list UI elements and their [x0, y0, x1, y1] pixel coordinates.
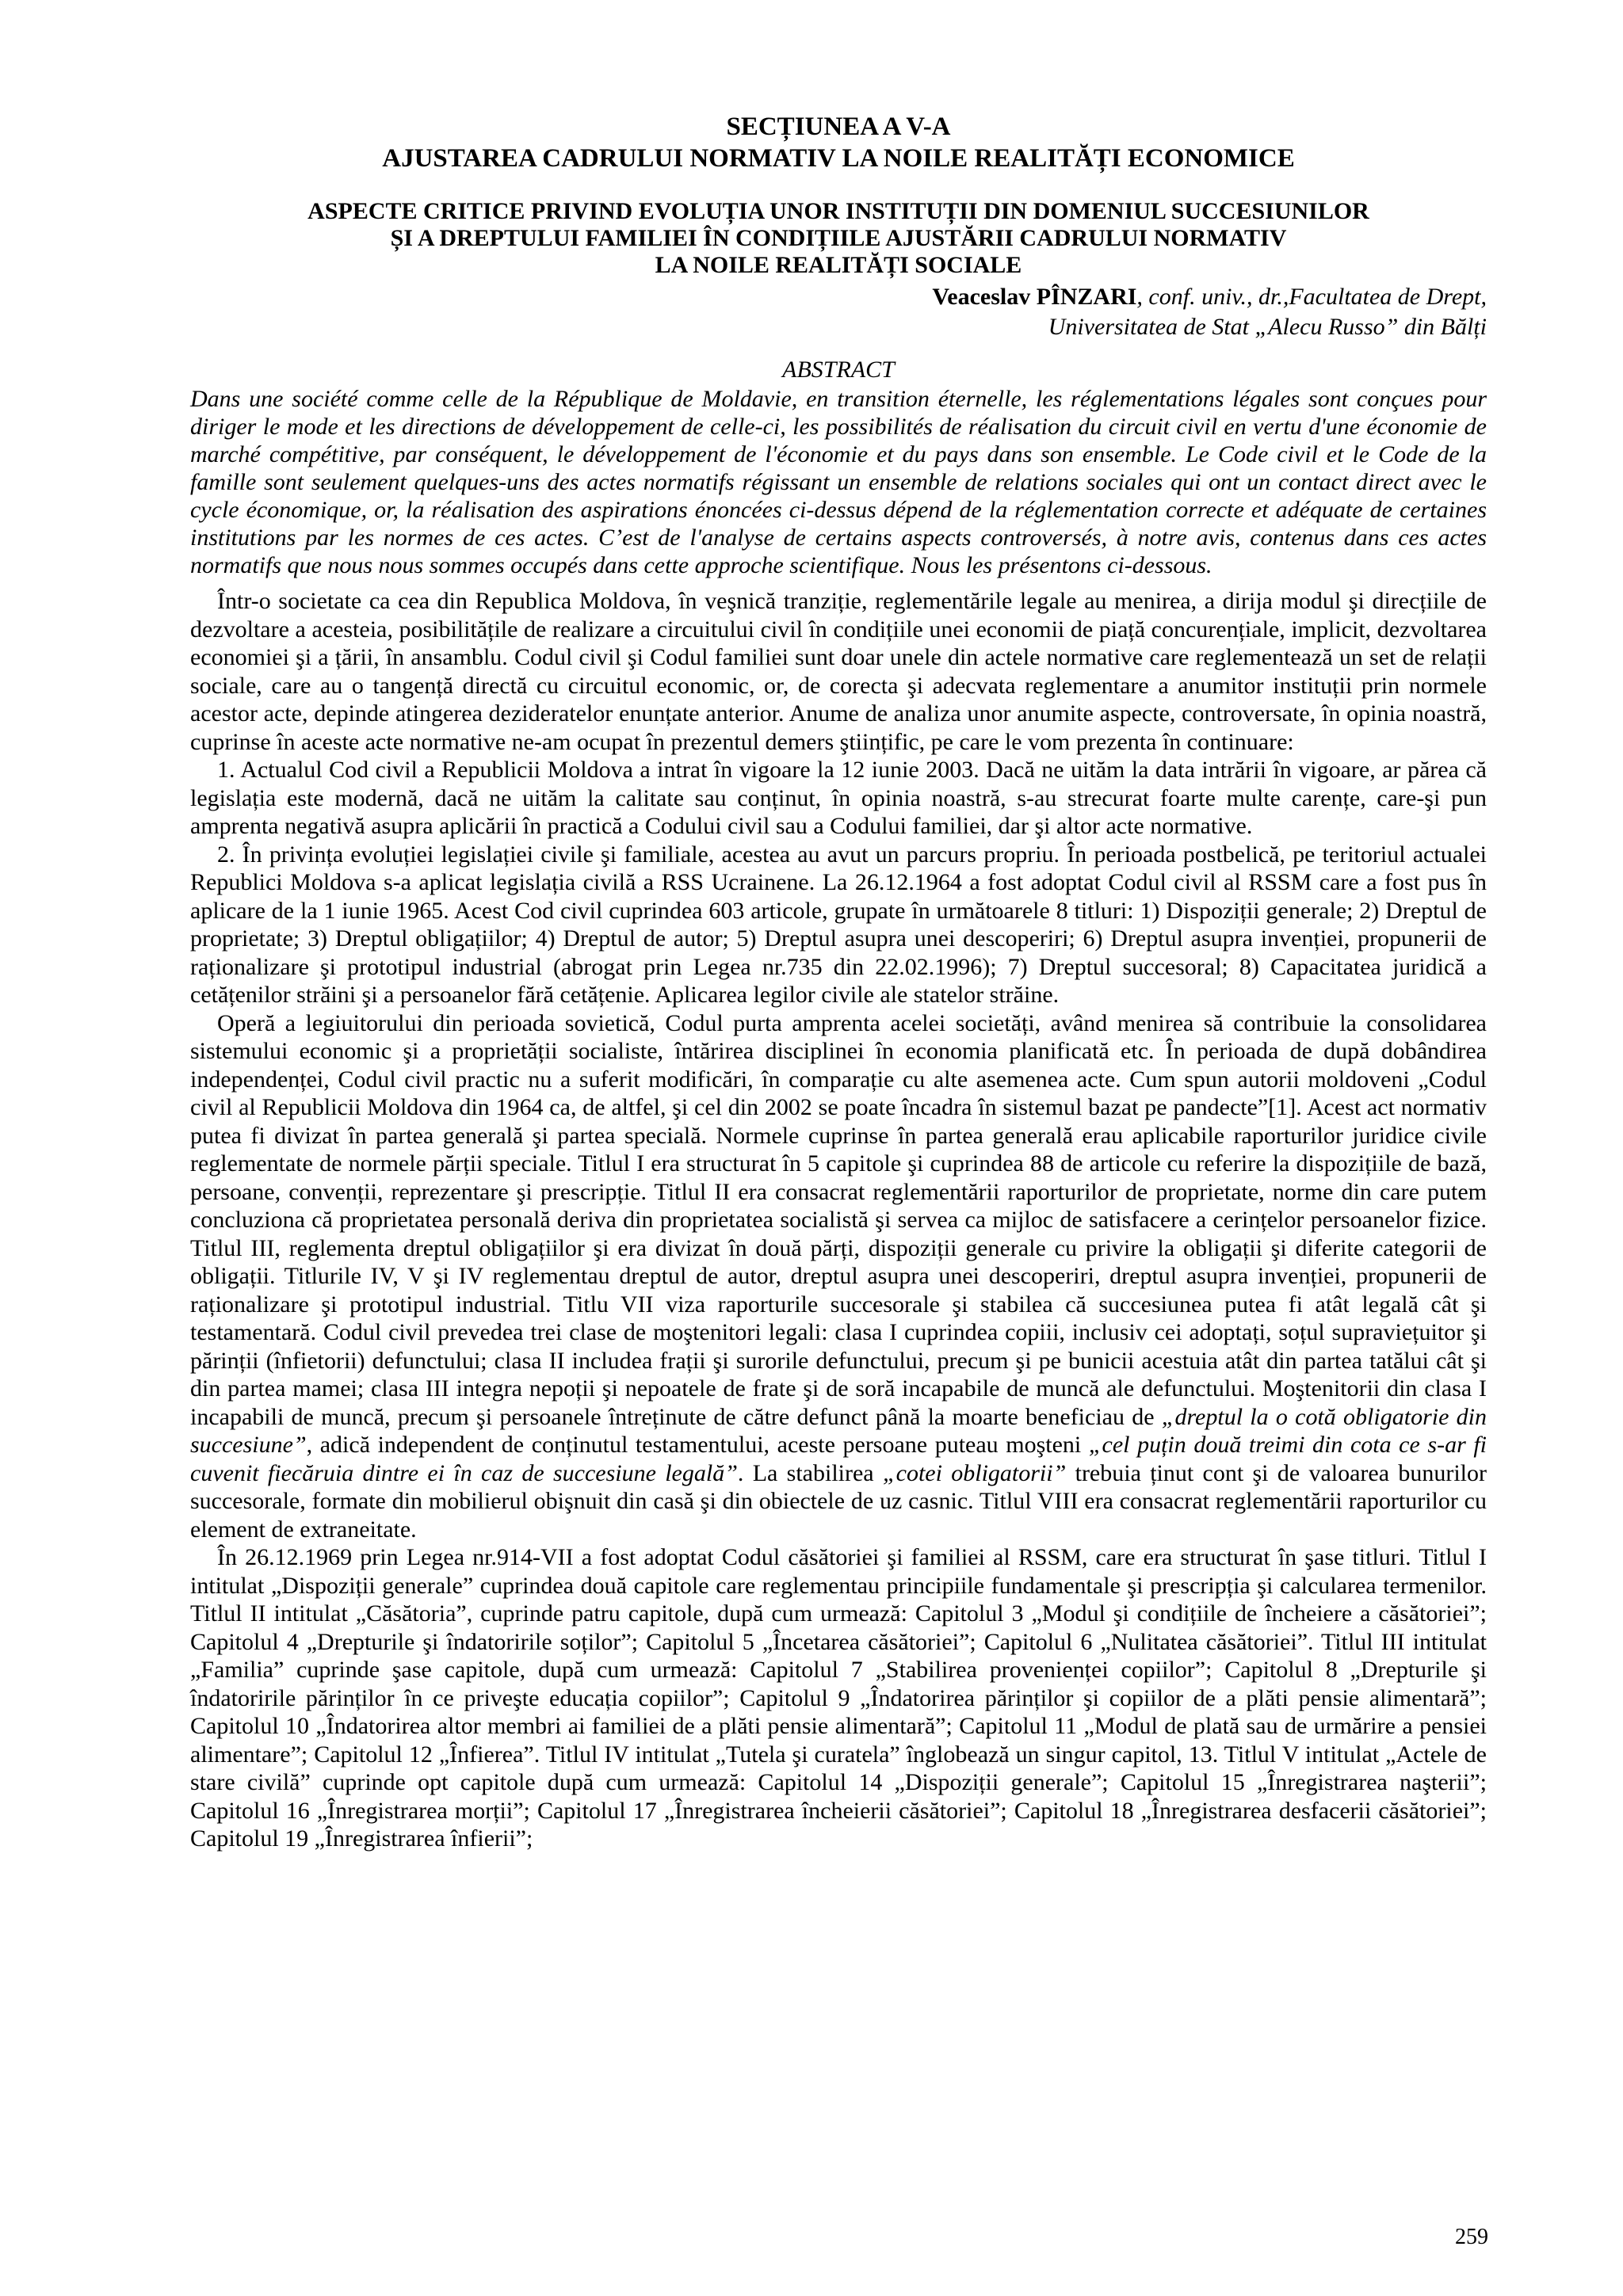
body-paragraph: Operă a legiuitorului din perioada sovietică, Codul purta amprenta acelei societăți, având menirea să contribuie la consolidarea sistemului economic şi a proprietății socialiste, întărirea disciplinei în economia planificată etc. În perioada de după dobândirea independenței, Codul civil practic nu a suferit modificări, în comparație cu alte asemenea acte. Cum spun autorii moldoveni „Codul civil al Republicii Moldova din 1964 ca, de altfel, şi cel din 2002 se poate încadra în sistemul bazat pe pandecte”[1]. Acest act normativ putea fi divizat în partea generală şi partea specială. Normele cuprinse în partea generală erau aplicabile raporturilor juridice civile reglementate de normele părții speciale. Titlul I era structurat în 5 capitole şi cuprindea 88 de articole cu referire la dispozițiile de bază, persoane, convenții, reprezentare şi prescripție. Titlul II era consacrat reglementării raporturilor de proprietate, norme din care putem concluziona că proprietatea personală deriva din proprietatea socialistă şi servea ca mijloc de satisfacere a cerințelor persoanelor fizice. Titlul III, reglementa dreptul obligațiilor şi era divizat în două părți, dispoziții generale cu privire la obligații şi diferite categorii de obligații. Titlurile IV, V şi IV reglementau dreptul de autor, dreptul asupra unei descoperiri, dreptul asupra invenției, propunerii de raționalizare şi prototipul industrial. Titlu VII viza raporturile succesorale şi stabilea că succesiunea putea fi atât legală cât şi testamentară. Codul civil prevedea trei clase de moştenitori legali: clasa I cuprindea copiii, inclusiv cei adoptați, soțul supraviețuitor şi părinții (înfietorii) defunctului; clasa II includea frații şi surorile defunctului, precum şi pe bunicii acestuia atât din partea tatălui cât şi din partea mamei; clasa III integra nepoții şi nepoatele de frate şi de soră incapabile de muncă ale defunctului. Moştenitorii din clasa I incapabili de muncă, precum şi persoanele întreținute de către defunct până la moarte beneficiau de „dreptul la o cotă obligatorie din succesiune”, adică independent de conținutul testamentului, aceste persoane puteau moşteni „cel puțin două treimi din cota ce s-ar fi cuvenit fiecăruia dintre ei în caz de succesiune legală”. La stabilirea „cotei obligatorii” trebuia ținut cont şi de valoarea bunurilor succesorale, formate din mobilierul obişnuit din casă şi din obiectele de uz casnic. Titlul VIII era consacrat reglementării raporturilor cu element de extraneitate.	[190, 1009, 1487, 1543]
abstract-heading: ABSTRACT	[782, 357, 895, 383]
section-title: AJUSTAREA CADRULUI NORMATIV LA NOILE REALITĂȚI ECONOMICE	[382, 144, 1295, 173]
page-number: 259	[1455, 2225, 1488, 2249]
body-paragraph: Într-o societate ca cea din Republica Moldova, în veşnică tranziție, reglementările legale au menirea, a dirija modul şi direcțiile de dezvoltare a acesteia, posibilitățile de realizare a circuitului civil în condițiile unei economii de piață concurențiale, implicit, dezvoltarea economiei şi a țării, în ansamblu. Codul civil şi Codul familiei sunt doar unele din actele normative care reglementează un set de relații sociale, care au o tangență directă cu circuitul economic, or, de corecta şi adecvata reglementare a anumitor instituții prin normele acestor acte, depinde atingerea dezideratelor enunțate anterior. Anume de analiza unor anumite aspecte, controversate, în opinia noastră, cuprinse în aceste acte normative ne-am ocupat în prezentul demers ştiințific, pe care le vom prezenta în continuare:	[190, 588, 1487, 755]
body-paragraph: În 26.12.1969 prin Legea nr.914-VII a fost adoptat Codul căsătoriei şi familiei al RSSM, care era structurat în şase titluri. Titlul I intitulat „Dispoziții generale” cuprindea două capitole care reglementau principiile fundamentale şi prescripția şi calcularea termenilor. Titlul II intitulat „Căsătoria”, cuprinde patru capitole, după cum urmează: Capitolul 3 „Modul şi condițiile de încheiere a căsătoriei”; Capitolul 4 „Drepturile şi îndatoririle soților”; Capitolul 5 „Încetarea căsătoriei”; Capitolul 6 „Nulitatea căsătoriei”. Titlul III intitulat „Familia” cuprinde şase capitole, după cum urmează: Capitolul 7 „Stabilirea provenienței copiilor”; Capitolul 8 „Drepturile şi îndatoririle părinților în ce priveşte educația copiilor”; Capitolul 9 „Îndatorirea părinților şi copiilor de a plăti pensie alimentară”; Capitolul 10 „Îndatorirea altor membri ai familiei de a plăti pensie alimentară”; Capitolul 11 „Modul de plată sau de urmărire a pensiei alimentare”; Capitolul 12 „Înfierea”. Titlul IV intitulat „Tutela şi curatela” înglobează un singur capitol, 13. Titlul V intitulat „Actele de stare civilă” cuprinde opt capitole după cum urmează: Capitolul 14 „Dispoziții generale”; Capitolul 15 „Înregistrarea naşterii”; Capitolul 16 „Înregistrarea morții”; Capitolul 17 „Înregistrarea încheierii căsătoriei”; Capitolul 18 „Înregistrarea desfacerii căsătoriei”; Capitolul 19 „Înregistrarea înfierii”;	[190, 1544, 1487, 1852]
quoted-phrase: „dreptul la o cotă obligatorie din succesiune”	[190, 1403, 1487, 1458]
abstract-text: Dans une société comme celle de la République de Moldavie, en transition éternelle, les réglementations légales sont conçues pour diriger le mode et les directions de développement de celle-ci, les possibilités de réalisation du circuit civil en vertu d'une économie de marché compétitive, par conséquent, le développement de l'économie et du pays dans son ensemble. Le Code civil et le Code de la famille sont seulement quelques-uns des actes normatifs régissant un ensemble de relations sociales qui ont un contact direct avec le cycle économique, or, la réalisation des aspirations énoncées ci-dessus dépend de la réglementation correcte et adéquate de certaines institutions par les normes de ces actes. C’est de l'analyse de certains aspects controversés, à notre avis, contenus dans ces actes normatifs que nous nous sommes occupés dans cette approche scientifique. Nous les présentons ci-dessous.	[190, 386, 1487, 578]
author-block	[190, 282, 1487, 342]
document-page	[190, 111, 1487, 1853]
body-paragraph: 2. În privința evoluției legislației civile şi familiale, acestea au avut un parcurs propriu. În perioada postbelică, pe teritoriul actualei Republici Moldova s-a aplicat legislația civilă a RSS Ucrainene. La 26.12.1964 a fost adoptat Codul civil al RSSM care a fost pus în aplicare de la 1 iunie 1965. Acest Cod civil cuprindea 603 articole, grupate în următoarele 8 titluri: 1) Dispoziții generale; 2) Dreptul de proprietate; 3) Dreptul obligațiilor; 4) Dreptul de autor; 5) Dreptul asupra unei descoperiri; 6) Dreptul asupra invenției, propunerii de raționalizare şi prototipul industrial (abrogat prin Legea nr.735 din 22.02.1996); 7) Dreptul succesoral; 8) Capacitatea juridică a cetățenilor străini şi a persoanelor fără cetățenie. Aplicarea legilor civile ale statelor străine.	[190, 841, 1487, 1008]
section-number: SECȚIUNEA A V-A	[726, 113, 951, 141]
quoted-phrase: „cotei obligatorii”	[882, 1459, 1067, 1486]
article-title-line: ȘI A DREPTULUI FAMILIEI ÎN CONDIȚIILE AJUSTĂRII CADRULUI NORMATIV	[390, 225, 1287, 251]
article-title-line: ASPECTE CRITICE PRIVIND EVOLUȚIA UNOR INSTITUȚII DIN DOMENIUL SUCCESIUNILOR	[307, 198, 1369, 224]
author-credentials: , conf. univ., dr.,Facultatea de Drept,	[1136, 284, 1487, 310]
author-name: Veaceslav PÎNZARI	[932, 284, 1137, 310]
article-title-line: LA NOILE REALITĂȚI SOCIALE	[655, 252, 1022, 278]
author-line	[190, 282, 1487, 312]
section-heading	[190, 111, 1487, 174]
article-body	[190, 587, 1487, 1853]
author-affiliation: Universitatea de Stat „Alecu Russo” din Bălți	[1048, 314, 1487, 340]
article-title	[190, 198, 1487, 279]
body-paragraph: 1. Actualul Cod civil a Republicii Moldova a intrat în vigoare la 12 iunie 2003. Dacă ne uităm la data intrării în vigoare, ar părea că legislația este modernă, dacă ne uităm la calitate sau conținut, în opinia noastră, s-au strecurat foarte multe carențe, care-şi pun amprenta negativă asupra aplicării în practică a Codului civil sau a Codului familiei, dar şi altor acte normative.	[190, 757, 1487, 839]
quoted-phrase: „cel puțin două treimi din cota ce s-ar fi cuvenit fiecăruia dintre ei în caz de succesiune legală”	[190, 1432, 1487, 1486]
